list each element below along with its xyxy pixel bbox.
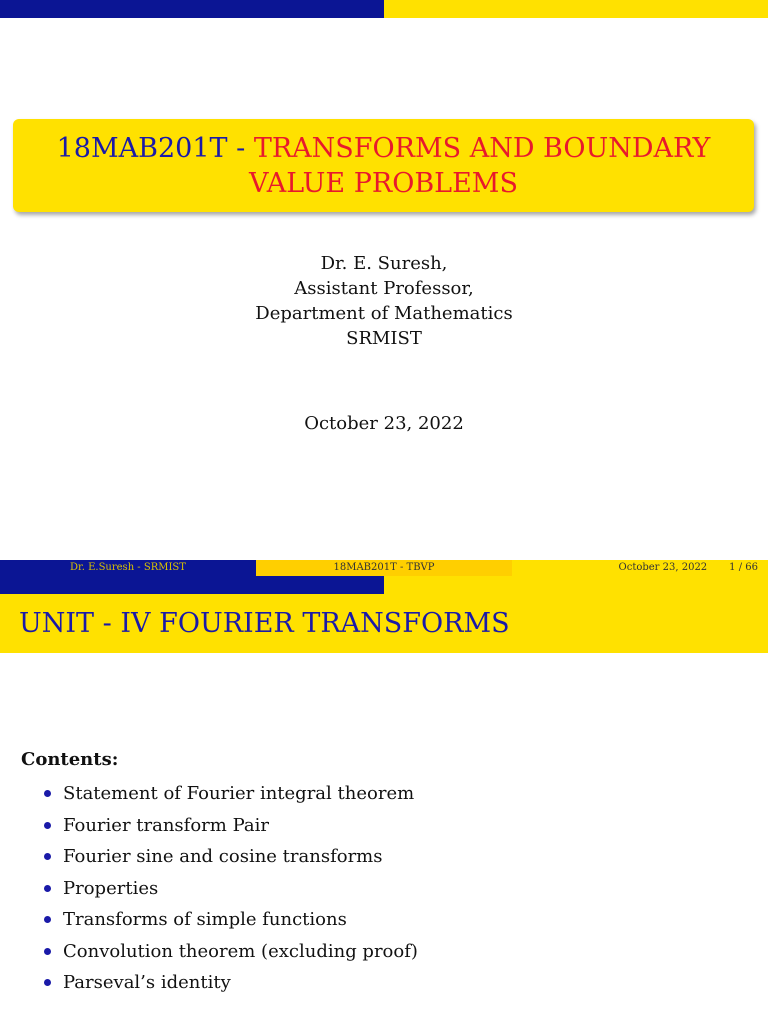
top-stripe-blue — [0, 0, 384, 18]
contents-list — [44, 778, 418, 999]
bullet-icon — [44, 853, 51, 860]
bullet-icon — [44, 916, 51, 923]
author-name: Dr. E. Suresh, — [320, 253, 448, 274]
page-number: 1 / 66 — [729, 562, 758, 573]
list-item: Statement of Fourier integral theorem — [44, 778, 418, 810]
bullet-icon — [44, 790, 51, 797]
course-name: TRANSFORMS AND BOUNDARY VALUE PROBLEMS — [249, 132, 711, 199]
contents-heading: Contents: — [21, 749, 119, 770]
footer-date: October 23, 2022 — [618, 562, 708, 573]
list-item: Parseval’s identity — [44, 967, 418, 999]
frame-title: UNIT - IV FOURIER TRANSFORMS — [0, 594, 768, 653]
top-stripe-blue — [0, 576, 384, 594]
list-item: Properties — [44, 873, 418, 905]
bullet-icon — [44, 948, 51, 955]
footer-right — [512, 560, 768, 576]
bullet-icon — [44, 822, 51, 829]
bullet-icon — [44, 885, 51, 892]
top-stripe — [0, 576, 768, 594]
author-institution: SRMIST — [346, 328, 422, 349]
bullet-icon — [44, 979, 51, 986]
author-position: Assistant Professor, — [294, 278, 474, 299]
top-stripe — [0, 0, 768, 18]
author-department: Department of Mathematics — [255, 303, 513, 324]
list-item: Fourier transform Pair — [44, 810, 418, 842]
title-box — [13, 119, 754, 212]
list-item: Transforms of simple functions — [44, 904, 418, 936]
course-code: 18MAB201T - — [56, 132, 254, 164]
footer-author: Dr. E.Suresh - SRMIST — [0, 560, 256, 576]
slide-title — [13, 131, 754, 201]
top-stripe-yellow — [384, 576, 768, 594]
author-block — [0, 251, 768, 351]
list-item: Convolution theorem (excluding proof) — [44, 936, 418, 968]
contents-slide — [0, 576, 768, 1024]
presentation-date: October 23, 2022 — [304, 413, 464, 434]
list-item: Fourier sine and cosine transforms — [44, 841, 418, 873]
top-stripe-yellow — [384, 0, 768, 18]
footer-bar — [0, 560, 768, 576]
footer-short-title: 18MAB201T - TBVP — [256, 560, 512, 576]
